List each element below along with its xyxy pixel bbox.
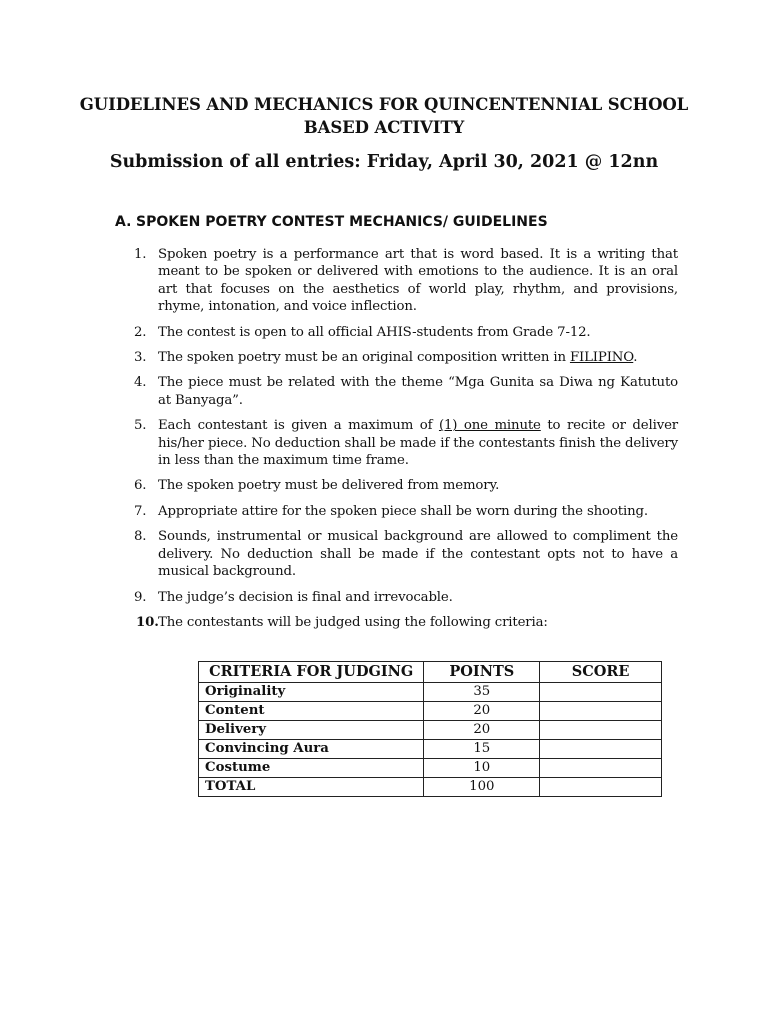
table-row (199, 721, 662, 740)
item-number: 1. (134, 247, 147, 262)
table-row (199, 740, 662, 759)
item-number: 8. (134, 529, 147, 545)
score-cell (540, 740, 662, 759)
item-text: Spoken poetry is a performance art that is word based. It is a writing that meant to be spoken or delivered with emotions to the audience. It is an oral art that focuses on the aesthetics of world play, rhythm, and provisions, rhyme, intonation, and voice inflection. (158, 247, 678, 315)
item-number: 2. (134, 324, 147, 340)
score-cell (540, 683, 662, 702)
score-cell (540, 778, 662, 797)
criteria-table (198, 661, 662, 797)
submission-deadline: Submission of all entries: Friday, April 30, 2021 @ 12nn (109, 152, 659, 172)
list-item (130, 246, 678, 316)
criteria-cell: Costume (199, 759, 424, 778)
item-text: The judge’s decision is final and irrevocable. (158, 589, 453, 605)
underlined-time-limit: (1) one minute (438, 418, 541, 434)
points-cell: 20 (424, 721, 540, 740)
section-letter: A. (115, 214, 132, 230)
criteria-cell: Originality (199, 683, 424, 702)
list-item (130, 477, 678, 494)
item-number: 5. (134, 418, 147, 434)
table-header-row (199, 662, 662, 683)
header-score: SCORE (540, 662, 662, 683)
score-cell (540, 721, 662, 740)
item-number: 7. (134, 503, 147, 519)
list-item (130, 528, 678, 580)
criteria-cell: TOTAL (199, 778, 424, 797)
list-item (130, 374, 678, 409)
criteria-cell: Delivery (199, 721, 424, 740)
list-item (130, 614, 678, 631)
header-criteria: CRITERIA FOR JUDGING (199, 662, 424, 683)
section-heading (115, 212, 548, 232)
item-text: The piece must be related with the theme “Mga Gunita sa Diwa ng Katututo at Banyaga”. (158, 375, 678, 408)
item-text: Appropriate attire for the spoken piece shall be worn during the shooting. (158, 503, 648, 519)
points-cell: 15 (424, 740, 540, 759)
list-item (130, 349, 678, 366)
table-row (199, 702, 662, 721)
item-number: 10. (136, 614, 159, 630)
score-cell (540, 759, 662, 778)
title-line-2: BASED ACTIVITY (303, 118, 465, 137)
criteria-cell: Content (199, 702, 424, 721)
item-number: 3. (134, 350, 147, 366)
item-text-post: to recite or deliver his/her piece. No deduction shall be made if the contestants finish the delivery in less than the maximum time frame. (158, 418, 678, 469)
points-cell: 20 (424, 702, 540, 721)
item-number: 9. (134, 589, 147, 605)
table-row (199, 683, 662, 702)
item-text: The contestants will be judged using the following criteria: (158, 614, 548, 630)
document-title (60, 93, 708, 139)
points-cell: 35 (424, 683, 540, 702)
list-item (130, 589, 678, 606)
score-cell (540, 702, 662, 721)
table-row (199, 778, 662, 797)
list-item (130, 324, 678, 341)
criteria-cell: Convincing Aura (199, 740, 424, 759)
list-item (130, 503, 678, 520)
item-text-pre: Each contestant is given a maximum of (158, 418, 439, 434)
item-number: 4. (134, 375, 147, 391)
title-line-1: GUIDELINES AND MECHANICS FOR QUINCENTENNIAL SCHOOL (79, 95, 689, 114)
item-text-post: . (633, 350, 638, 366)
item-text: Sounds, instrumental or musical background are allowed to compliment the delivery. No deduction shall be made if the contestant opts not to have a musical background. (158, 529, 678, 580)
points-cell: 10 (424, 759, 540, 778)
item-text-pre: The spoken poetry must be an original composition written in (158, 350, 570, 366)
item-text: The contest is open to all official AHIS-students from Grade 7-12. (158, 324, 591, 340)
section-title: SPOKEN POETRY CONTEST MECHANICS/ GUIDELINES (136, 214, 548, 230)
rules-list (130, 246, 678, 639)
list-item (130, 417, 678, 469)
underlined-language: FILIPINO (569, 350, 634, 366)
header-points: POINTS (424, 662, 540, 683)
item-number: 6. (134, 478, 147, 494)
points-cell: 100 (424, 778, 540, 797)
table-row (199, 759, 662, 778)
item-text: The spoken poetry must be delivered from memory. (158, 478, 500, 494)
